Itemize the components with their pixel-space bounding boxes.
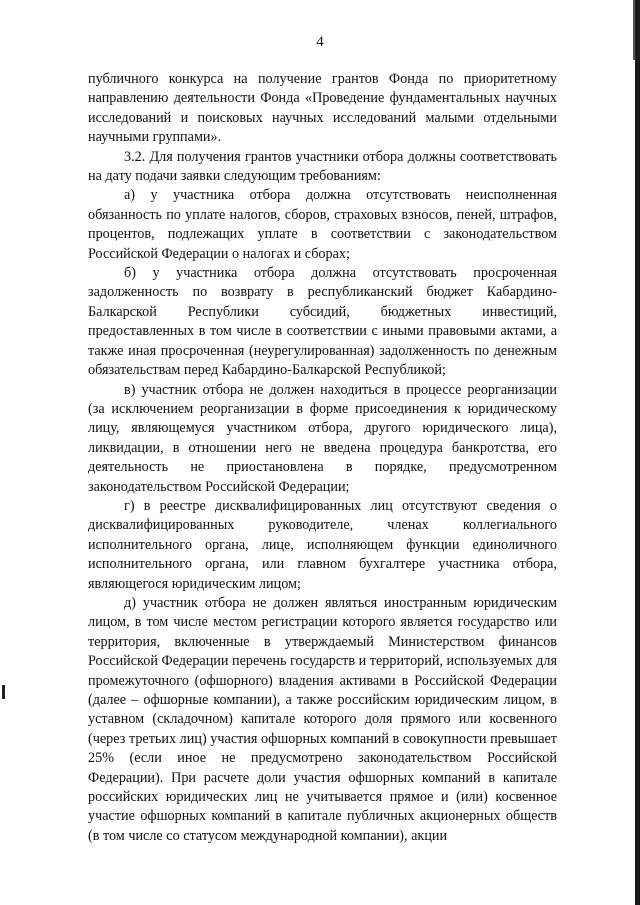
document-body	[88, 70, 557, 846]
scan-edge-shadow	[635, 0, 640, 905]
paragraph-item-b: б) у участника отбора должна отсутствовать просроченная задолженность по возврату в республиканский бюджет Кабардино-Балкарской Республики субсидий, бюджетных инвестиций, предоставленных в том числе в соответствии с иными правовыми актами, а также иная просроченная (неурегулированная) задолженность по денежным обязательствам перед Кабардино-Балкарской Республикой;	[88, 265, 557, 379]
paragraph-item-d: д) участник отбора не должен являться иностранным юридическим лицом, в том числе местом регистрации которого является государство или территория, включенные в утверждаемый Министерством финансов Российской Федерации перечень государств и территорий, используемых для промежуточного (офшорного) владения активами в Российской Федерации (далее – офшорные компании), а также российским юридическим лицом, в уставном (складочном) капитале которого доля прямого или косвенного (через третьих лиц) участия офшорных компаний в совокупности превышает 25% (если иное не предусмотрено законодательством Российской Федерации). При расчете доли участия офшорных компаний в капитале российских юридических лиц не учитывается прямое и (или) косвенное участие офшорных компаний в капитале публичных акционерных обществ (в том числе со статусом международной компании), акции	[88, 594, 557, 844]
paragraph-section-3-2: 3.2. Для получения грантов участники отбора должны соответствовать на дату подачи заявки следующим требованиям:	[88, 148, 557, 185]
margin-scan-mark	[2, 685, 5, 699]
scan-edge-highlight	[633, 0, 635, 60]
paragraph-continuation: публичного конкурса на получение грантов Фонда по приоритетному направлению деятельности Фонда «Проведение фундаментальных научных исследований и поисковых научных исследований малыми отдельными научными группами».	[88, 71, 557, 146]
paragraph-item-a: а) у участника отбора должна отсутствовать неисполненная обязанность по уплате налогов, сборов, страховых взносов, пеней, штрафов, процентов, подлежащих уплате в соответствии с законодательством Российской Федерации о налогах и сборах;	[88, 187, 557, 262]
paragraph-item-v: в) участник отбора не должен находиться в процессе реорганизации (за исключением реорганизации в форме присоединения к юридическому лицу, являющемуся участником отбора, другого юридического лица), ликвидации, в отношении него не введена процедура банкротства, его деятельность не приостановлена в порядке, предусмотренном законодательством Российской Федерации;	[88, 381, 557, 495]
page-number: 4	[316, 34, 324, 50]
paragraph-item-g: г) в реестре дисквалифицированных лиц отсутствуют сведения о дисквалифицированных руководителе, членах коллегиального исполнительного органа, лице, исполняющем функции единоличного исполнительного органа, или главном бухгалтере участника отбора, являющегося юридическим лицом;	[88, 497, 557, 592]
